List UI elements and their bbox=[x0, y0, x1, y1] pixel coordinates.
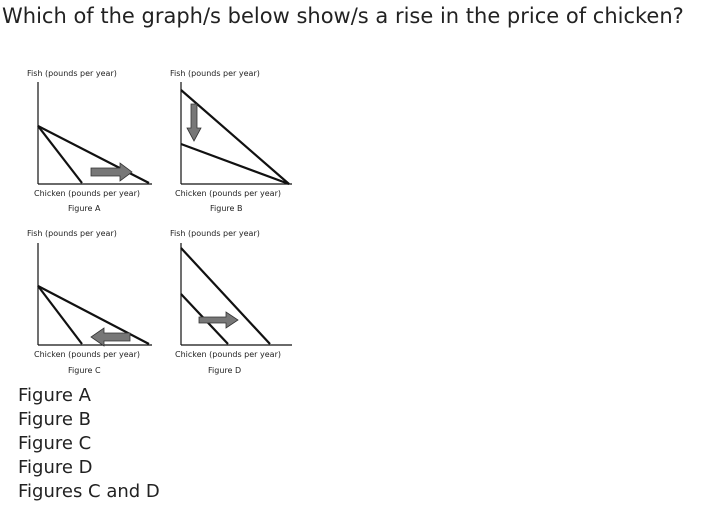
question-text: Which of the graph/s below show/s a rise in the price of chicken? bbox=[2, 4, 684, 28]
figure-d-x-axis-label: Chicken (pounds per year) bbox=[175, 350, 281, 359]
option-figure-d[interactable]: Figure D bbox=[18, 457, 93, 478]
figure-c-caption: Figure C bbox=[68, 366, 101, 375]
option-figure-a[interactable]: Figure A bbox=[18, 385, 91, 406]
option-figures-c-and-d[interactable]: Figures C and D bbox=[18, 481, 160, 502]
figure-c-x-axis-label: Chicken (pounds per year) bbox=[34, 350, 140, 359]
figure-a-y-axis-label: Fish (pounds per year) bbox=[27, 69, 117, 78]
answer-options bbox=[18, 384, 160, 504]
figure-a-x-axis-label: Chicken (pounds per year) bbox=[34, 189, 140, 198]
option-figure-b[interactable]: Figure B bbox=[18, 409, 92, 430]
option-figure-c[interactable]: Figure C bbox=[18, 433, 92, 454]
figure-b-caption: Figure B bbox=[210, 204, 243, 213]
figure-d-budget-line-outer bbox=[181, 248, 270, 344]
figure-d-caption: Figure D bbox=[208, 366, 242, 375]
figure-c-y-axis-label: Fish (pounds per year) bbox=[27, 229, 117, 238]
figure-d-shift-arrow-right bbox=[199, 312, 238, 328]
figure-a-caption: Figure A bbox=[68, 204, 101, 213]
figure-d-y-axis-label: Fish (pounds per year) bbox=[170, 229, 260, 238]
figure-b-x-axis-label: Chicken (pounds per year) bbox=[175, 189, 281, 198]
figure-b-y-axis-label: Fish (pounds per year) bbox=[170, 69, 260, 78]
